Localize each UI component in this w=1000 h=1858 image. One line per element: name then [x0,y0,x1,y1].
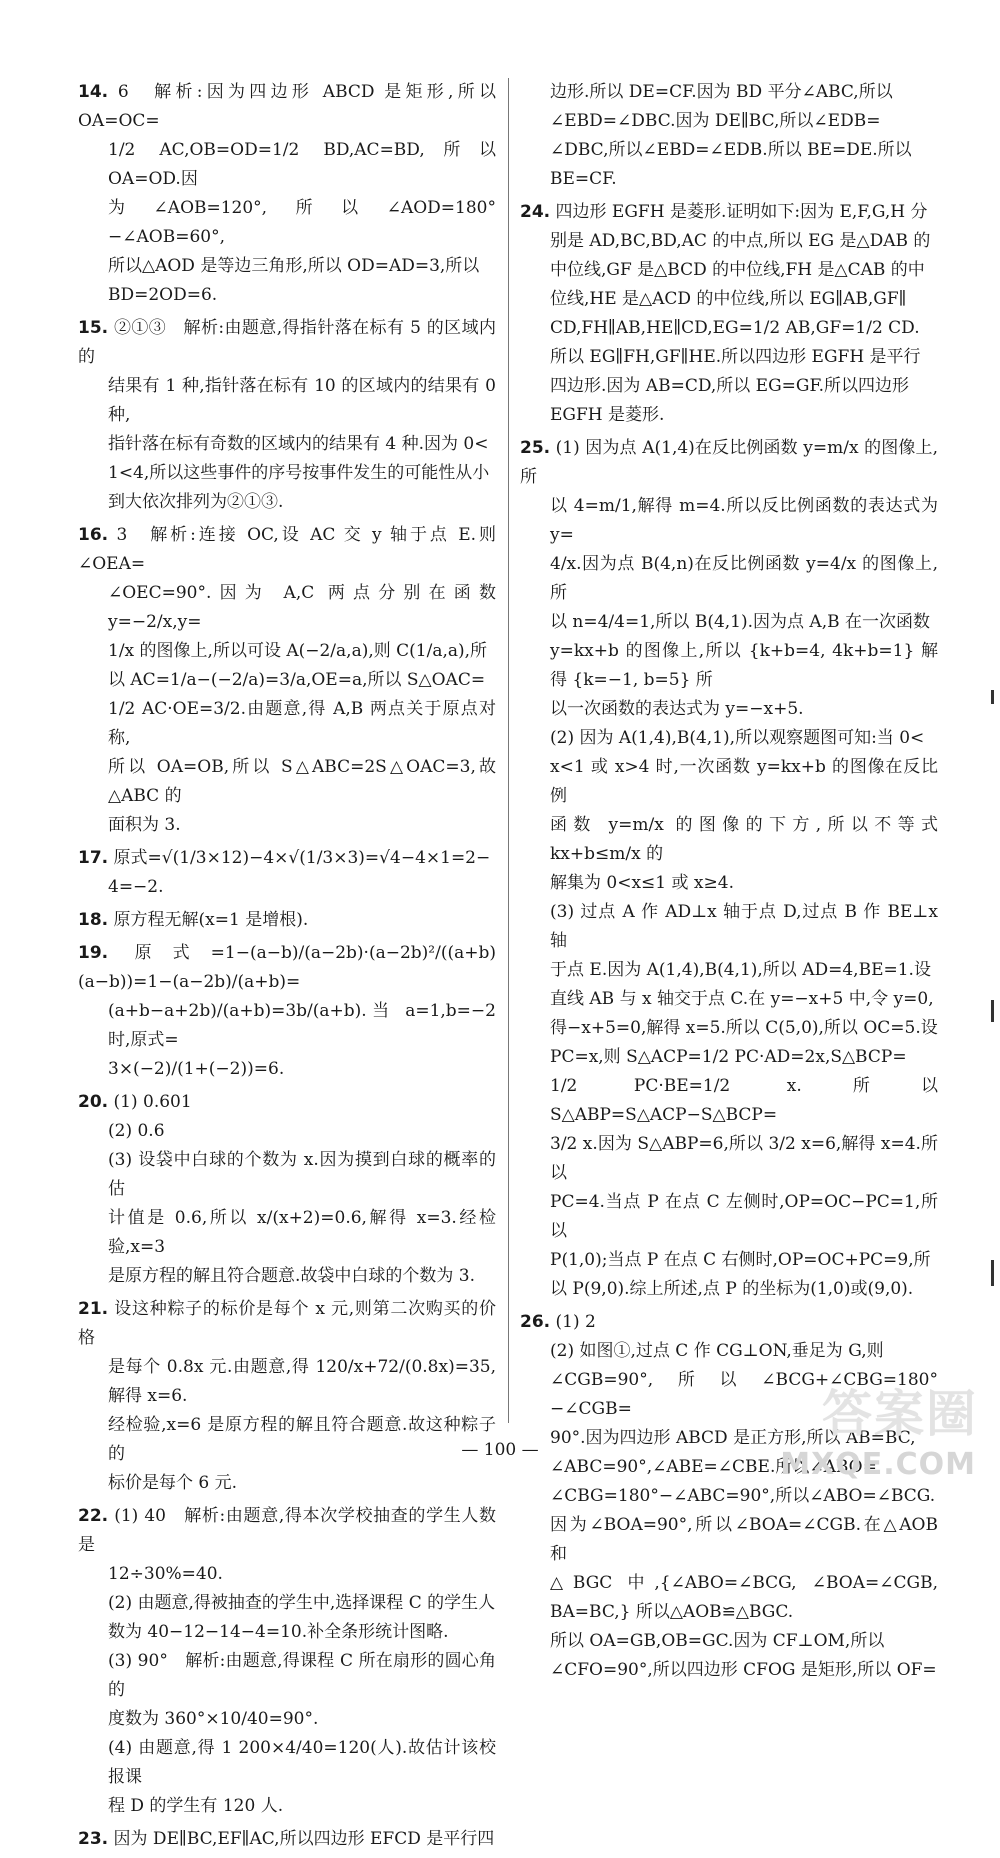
answer-text: 4=−2. [108,877,164,897]
answer-text: CD,FH∥AB,HE∥CD,EG=1/2 AB,GF=1/2 CD. [550,318,920,338]
answer-text: y=kx+b 的图像上,所以 {k+b=4, 4k+b=1} 解得 {k=−1, b=5} 所 [550,641,938,690]
answer-text: 12÷30%=40. [108,1564,223,1584]
scan-edge-mark [991,690,994,704]
answer-item [78,1825,496,1854]
answer-line [520,78,938,107]
answer-line [520,434,938,492]
answer-line [78,811,496,840]
answer-text: 以 AC=1/a−(−2/a)=3/a,OE=a,所以 S△OAC= [108,670,486,690]
answer-text: 得−x+5=0,解得 x=5.所以 C(5,0),所以 OC=5.设 [550,1018,938,1038]
answer-line [520,956,938,985]
answer-text: 所以 OA=OB,所以 S△ABC=2S△OAC=3,故△ABC 的 [108,757,496,806]
answer-line [78,1502,496,1560]
answer-line [78,314,496,372]
answer-line [520,1130,938,1188]
answer-text: (2) 因为 A(1,4),B(4,1),所以观察题图可知:当 0< [550,728,925,748]
answer-line [78,666,496,695]
answer-text: ∠DBC,所以∠EBD=∠EDB.所以 BE=DE.所以 [550,140,912,160]
answer-text: 1/2 PC·BE=1/2 x.所以 S△ABP=S△ACP−S△BCP= [550,1076,938,1125]
answer-text: BE=CF. [550,169,617,189]
answer-line [520,1188,938,1246]
answer-text: (3) 设袋中白球的个数为 x.因为摸到白球的概率的估 [108,1150,496,1199]
answer-line [78,194,496,252]
watermark-top-text: 答案圈 [822,1385,978,1443]
answer-line [78,1055,496,1084]
answer-item [520,434,938,1304]
answer-text: 所以 EG∥FH,GF∥HE.所以四边形 EGFH 是平行 [550,347,921,367]
answer-text: ∠CBG=180°−∠ABC=90°,所以∠ABO=∠BCG. [550,1486,936,1506]
answer-text: PC=x,则 S△ACP=1/2 PC·AD=2x,S△BCP= [550,1047,907,1067]
answer-text: 结果有 1 种,指针落在标有 10 的区域内的结果有 0 种, [108,376,496,425]
answer-line [520,1569,938,1627]
answer-line [520,165,938,194]
answer-line [78,637,496,666]
answer-line [520,608,938,637]
answer-text: (2) 由题意,得被抽查的学生中,选择课程 C 的学生人 [108,1593,496,1613]
answer-item [78,906,496,935]
answer-text: 原式=√(1/3×12)−4×√(1/3×3)=√4−4×1=2− [113,848,491,868]
answer-line [520,227,938,256]
answer-line [520,198,938,227]
answer-line [78,873,496,902]
answer-line [78,906,496,935]
answer-line [78,1705,496,1734]
question-number: 25. [520,438,551,458]
scan-edge-mark [991,1260,994,1286]
answer-item [78,844,496,902]
answer-text: 经检验,x=6 是原方程的解且符合题意.故这种粽子的 [108,1415,496,1464]
answer-line [78,459,496,488]
question-number: 23. [78,1829,109,1849]
answer-line [520,343,938,372]
answer-text: BD=2OD=6. [108,285,218,305]
answer-text: 6 解析:因为四边形 ABCD 是矩形,所以 OA=OC= [78,82,496,131]
answer-line [520,1656,938,1685]
answer-text: △BGC 中,{∠ABO=∠BCG, ∠BOA=∠CGB, BA=BC,} 所以△AOB≌△BGC. [550,1573,938,1622]
answer-text: (a+b−a+2b)/(a+b)=3b/(a+b).当 a=1,b=−2 时,原式= [108,1001,496,1050]
answer-text: 3×(−2)/(1+(−2))=6. [108,1059,285,1079]
answer-text: 计值是 0.6,所以 x/(x+2)=0.6,解得 x=3.经检验,x=3 [108,1208,496,1257]
answer-line [520,107,938,136]
answer-text: 1/2 AC·OE=3/2.由题意,得 A,B 两点关于原点对称, [108,699,496,748]
answer-line [520,637,938,695]
answer-text: 中位线,GF 是△BCD 的中位线,FH 是△CAB 的中 [550,260,925,280]
answer-text: ∠CGB=90°,所以∠BCG+∠CBG=180°−∠CGB= [550,1370,938,1419]
answer-line [78,1560,496,1589]
answer-text: 是原方程的解且符合题意.故袋中白球的个数为 3. [108,1266,476,1286]
answer-text: 数为 40−12−14−4=10.补全条形统计图略. [108,1622,449,1642]
answer-line [78,1589,496,1618]
answer-text: 是每个 0.8x 元.由题意,得 120/x+72/(0.8x)=35,解得 x=6. [108,1357,496,1406]
answer-text: ∠OEC=90°.因为 A,C 两点分别在函数 y=−2/x,y= [108,583,496,632]
answer-text: ∠CFO=90°,所以四边形 CFOG 是矩形,所以 OF= [550,1660,937,1680]
answer-item [78,521,496,840]
answer-line [520,1072,938,1130]
answer-line [520,1627,938,1656]
answer-text: 1/2 AC,OB=OD=1/2 BD,AC=BD,所以 OA=OD.因 [108,140,496,189]
answer-line [520,724,938,753]
answer-text: 为∠AOB=120°,所以∠AOD=180°−∠AOB=60°, [108,198,496,247]
answer-text: PC=4.当点 P 在点 C 左侧时,OP=OC−PC=1,所以 [550,1192,938,1241]
answer-text: 所以△AOD 是等边三角形,所以 OD=AD=3,所以 [108,256,480,276]
answer-line [520,1246,938,1275]
answer-text: 因为 DE∥BC,EF∥AC,所以四边形 EFCD 是平行四 [113,1829,495,1849]
answer-text: (3) 过点 A 作 AD⊥x 轴于点 D,过点 B 作 BE⊥x 轴 [550,902,938,951]
answer-line [520,695,938,724]
column-divider [508,78,509,1423]
answer-line [78,1825,496,1854]
question-number: 20. [78,1092,109,1112]
answer-item [78,314,496,517]
answer-text: EGFH 是菱形. [550,405,665,425]
answer-line [520,550,938,608]
answer-line [520,898,938,956]
left-column [78,78,496,1858]
answer-text: (1) 2 [555,1312,596,1332]
answer-line [520,1337,938,1366]
question-number: 22. [78,1506,109,1526]
question-number: 16. [78,525,109,545]
question-number: 14. [78,82,109,102]
question-number: 24. [520,202,551,222]
answer-line [520,401,938,430]
answer-line [520,869,938,898]
answer-item [520,1308,938,1685]
answer-text: 4/x.因为点 B(4,n)在反比例函数 y=4/x 的图像上,所 [550,554,938,603]
answer-line [520,985,938,1014]
answer-text: 位线,HE 是△ACD 的中位线,所以 EG∥AB,GF∥ [550,289,907,309]
answer-line [78,1146,496,1204]
answer-line [78,1647,496,1705]
answer-item [78,939,496,1084]
answer-line [78,372,496,430]
answer-text: 解集为 0<x≤1 或 x≥4. [550,873,734,893]
answer-line [78,281,496,310]
answer-line [78,1204,496,1262]
answer-line [520,136,938,165]
answer-line [78,1618,496,1647]
answer-line [78,997,496,1055]
answer-item [78,1502,496,1821]
answer-line [520,256,938,285]
answer-line [78,939,496,997]
answer-line [78,844,496,873]
answer-line [520,492,938,550]
answer-text: 指针落在标有奇数的区域内的结果有 4 种.因为 0< [108,434,489,454]
question-number: 21. [78,1299,109,1319]
answer-item [520,198,938,430]
answer-text: 3/2 x.因为 S△ABP=6,所以 3/2 x=6,解得 x=4.所以 [550,1134,938,1183]
answer-text: 度数为 360°×10/40=90°. [108,1709,319,1729]
answer-text: x<1 或 x>4 时,一次函数 y=kx+b 的图像在反比例 [550,757,938,806]
answer-text: (3) 90° 解析:由题意,得课程 C 所在扇形的圆心角的 [108,1651,496,1700]
answer-line [520,1043,938,1072]
answer-line [78,430,496,459]
answer-line [520,1511,938,1569]
answer-item [78,1088,496,1291]
answer-text: 设这种粽子的标价是每个 x 元,则第二次购买的价格 [78,1299,496,1348]
question-number: 26. [520,1312,551,1332]
answer-text: 面积为 3. [108,815,181,835]
answer-text: 以 4=m/1,解得 m=4.所以反比例函数的表达式为 y= [550,496,938,545]
answer-item [78,78,496,310]
answer-text: ∠ABC=90°,∠ABE=∠CBE.所以∠ABO= [550,1457,877,1477]
answer-line [78,1469,496,1498]
answer-text: ∠EBD=∠DBC.因为 DE∥BC,所以∠EDB= [550,111,881,131]
answer-line [520,1275,938,1304]
answer-line [78,1088,496,1117]
answer-line [78,1353,496,1411]
answer-text: 所以 OA=GB,OB=GC.因为 CF⊥OM,所以 [550,1631,885,1651]
answer-text: 1/x 的图像上,所以可设 A(−2/a,a),则 C(1/a,a),所 [108,641,488,661]
answer-item [78,1295,496,1498]
answer-text: 1<4,所以这些事件的序号按事件发生的可能性从小 [108,463,490,483]
question-number: 18. [78,910,109,930]
answer-line [520,1482,938,1511]
answer-line [520,1308,938,1337]
answer-text: (4) 由题意,得 1 200×4/40=120(人).故估计该校报课 [108,1738,496,1787]
answer-line [78,1117,496,1146]
answer-text: 以一次函数的表达式为 y=−x+5. [550,699,804,719]
question-number: 17. [78,848,109,868]
answer-text: 四边形.因为 AB=CD,所以 EG=GF.所以四边形 [550,376,910,396]
watermark-bottom-text: MXQE.COM [780,1447,976,1482]
answer-line [78,521,496,579]
answer-line [78,1792,496,1821]
question-number: 19. [78,943,109,963]
answer-line [78,1734,496,1792]
scan-edge-mark [991,1000,994,1022]
answer-line [78,753,496,811]
answer-line [78,252,496,281]
answer-text: (2) 0.6 [108,1121,165,1141]
answer-text: (1) 因为点 A(1,4)在反比例函数 y=m/x 的图像上,所 [520,438,938,487]
answer-text: 以 n=4/4=1,所以 B(4,1).因为点 A,B 在一次函数 [550,612,931,632]
answer-text: 原式=1−(a−b)/(a−2b)·(a−2b)²/((a+b)(a−b))=1−(a−2b)/(a+b)= [78,943,496,992]
answer-text: (1) 0.601 [113,1092,192,1112]
answer-text: 四边形 EGFH 是菱形.证明如下:因为 E,F,G,H 分 [555,202,928,222]
answer-line [520,811,938,869]
answer-line [78,579,496,637]
answer-text: 因为∠BOA=90°,所以∠BOA=∠CGB.在△AOB 和 [550,1515,938,1564]
answer-text: 于点 E.因为 A(1,4),B(4,1),所以 AD=4,BE=1.设 [550,960,931,980]
answer-line [520,285,938,314]
answer-text: 3 解析:连接 OC,设 AC 交 y 轴于点 E.则∠OEA= [78,525,496,574]
answer-line [520,1014,938,1043]
answer-line [78,1295,496,1353]
question-number: 15. [78,318,109,338]
answer-line [520,753,938,811]
answer-text: 到大依次排列为②①③. [108,492,284,512]
watermark-logo [773,1374,978,1484]
answer-text: 标价是每个 6 元. [108,1473,238,1493]
answer-text: 函数 y=m/x 的图像的下方,所以不等式 kx+b≤m/x 的 [550,815,938,864]
answer-text: (2) 如图①,过点 C 作 CG⊥ON,垂足为 G,则 [550,1341,884,1361]
answer-text: P(1,0);当点 P 在点 C 右侧时,OP=OC+PC=9,所 [550,1250,931,1270]
answer-line [78,136,496,194]
answer-text: 程 D 的学生有 120 人. [108,1796,284,1816]
answer-line [78,1262,496,1291]
answer-line [520,372,938,401]
answer-text: 90°.因为四边形 ABCD 是正方形,所以 AB=BC, [550,1428,916,1448]
answer-text: ②①③ 解析:由题意,得指针落在标有 5 的区域内的 [78,318,496,367]
answer-line [78,488,496,517]
answer-text: 以 P(9,0).综上所述,点 P 的坐标为(1,0)或(9,0). [550,1279,914,1299]
answer-line [78,78,496,136]
answer-text: 别是 AD,BC,BD,AC 的中点,所以 EG 是△DAB 的 [550,231,931,251]
page-number: — 100 — [461,1440,539,1460]
answer-line [520,314,938,343]
answer-text: 直线 AB 与 x 轴交于点 C.在 y=−x+5 中,令 y=0, [550,989,934,1009]
answer-item [520,78,938,194]
answer-text: 原方程无解(x=1 是增根). [113,910,309,930]
answer-text: 边形.所以 DE=CF.因为 BD 平分∠ABC,所以 [550,82,893,102]
answer-text: (1) 40 解析:由题意,得本次学校抽查的学生人数是 [78,1506,497,1555]
answer-line [78,695,496,753]
